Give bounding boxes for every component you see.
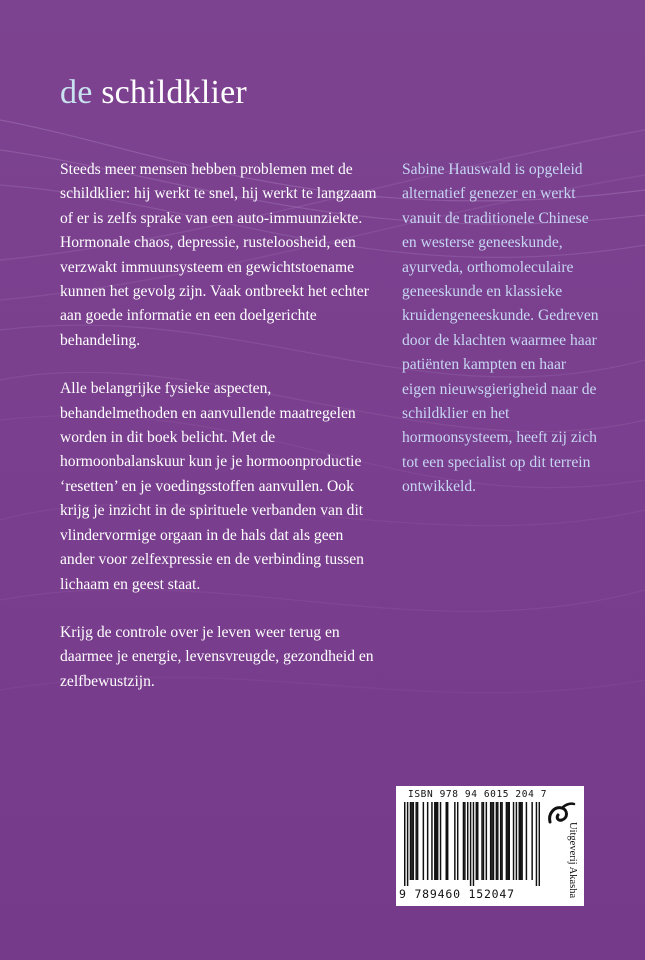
barcode-bar <box>506 802 507 880</box>
barcode-bar <box>519 802 520 880</box>
barcode-bar <box>476 802 477 880</box>
barcode-bar <box>434 802 435 880</box>
isbn-digits: 9 789460 152047 <box>399 887 515 901</box>
barcode-bar <box>437 802 438 880</box>
barcode <box>404 802 540 886</box>
barcode-bar <box>435 802 436 880</box>
barcode-bar <box>477 802 478 880</box>
barcode-bar <box>427 802 428 880</box>
barcode-bar <box>481 802 482 880</box>
barcode-bar <box>417 802 418 880</box>
barcode-bar <box>536 802 537 886</box>
book-title <box>60 74 247 112</box>
barcode-bar <box>413 802 414 880</box>
barcode-bar <box>446 802 447 880</box>
barcode-bar <box>415 802 416 880</box>
barcode-bar <box>410 802 411 880</box>
barcode-bar <box>491 802 492 880</box>
barcode-bar <box>521 802 522 880</box>
barcode-bar <box>539 802 540 886</box>
barcode-bar <box>407 802 408 886</box>
author-bio-column <box>402 158 602 500</box>
barcode-bar <box>467 802 468 880</box>
barcode-bar <box>490 802 491 880</box>
author-bio: Sabine Hauswald is opgeleid alternatief genezer en werkt vanuit de traditionele Chinese en westerse geneeskunde, ayurveda, orthomoleculaire geneeskunde en klassieke kruidengeneeskunde. Gedreven door de klachten waarmee haar patiënten kampten en haar eigen nieuwsgierigheid naar de schildklier en het hormoonsysteem, heeft zij zich tot een specialist op dit terrein ontwikkeld. <box>402 161 599 496</box>
barcode-panel <box>396 786 584 906</box>
barcode-bar <box>463 802 464 880</box>
blurb-paragraph-3: Krijg de controle over je leven weer terug en daarmee je energie, levensvreugde, gezondheid en zelfbewustzijn. <box>60 623 374 690</box>
barcode-bar <box>516 802 517 880</box>
barcode-bar <box>447 802 448 880</box>
title-main: schildklier <box>92 74 247 111</box>
barcode-bar <box>509 802 510 880</box>
barcode-bar <box>483 802 484 880</box>
barcode-bar <box>493 802 494 880</box>
barcode-bar <box>507 802 508 880</box>
barcode-bar <box>404 802 405 886</box>
barcode-bar <box>411 802 412 880</box>
barcode-bar <box>454 802 455 880</box>
isbn-label: ISBN 978 94 6015 204 7 <box>408 789 548 800</box>
publisher-name: Uitgeverij Akasha <box>567 822 578 899</box>
barcode-bar <box>520 802 521 880</box>
barcode-bar <box>470 802 471 886</box>
barcode-bar <box>531 802 532 880</box>
blurb-paragraph-1: Steeds meer mensen hebben problemen met de schildklier: hij werkt te snel, hij werkt te langzaam of er is zelfs sprake van een auto-immuunziekte. Hormonale chaos, depressie, rusteloosheid, een verzwakt immuunsysteem en gewichtstoename kunnen het gevolg zijn. Vaak ontbreekt het echter aan goede informatie en een doelgerichte behandeling. <box>60 161 377 349</box>
blurb-column <box>60 158 380 718</box>
barcode-bar <box>496 802 497 880</box>
barcode-bar <box>431 802 432 880</box>
barcode-bar <box>497 802 498 880</box>
title-prefix: de <box>60 74 93 111</box>
barcode-bar <box>526 802 527 880</box>
barcode-bar <box>473 802 474 886</box>
barcode-bar <box>513 802 514 880</box>
barcode-bar <box>501 802 502 880</box>
barcode-bar <box>486 802 487 880</box>
barcode-bar <box>457 802 458 880</box>
barcode-bar <box>440 802 441 880</box>
barcode-bar <box>500 802 501 880</box>
barcode-bar <box>423 802 424 880</box>
blurb-paragraph-2: Alle belangrijke fysieke aspecten, behandelmethoden en aanvullende maatregelen worden in dit boek belicht. Met de hormoonbalanskuur kun je je hormoonproductie ‘resetten’ en je voedingsstoffen aanvullen. Ook krijg je inzicht in de spirituele verbanden van dit vlindervormige orgaan in de hals dat als geen ander voor zelfexpressie en de verbinding tussen lichaam en geest staat. <box>60 380 364 593</box>
barcode-bar <box>464 802 465 880</box>
